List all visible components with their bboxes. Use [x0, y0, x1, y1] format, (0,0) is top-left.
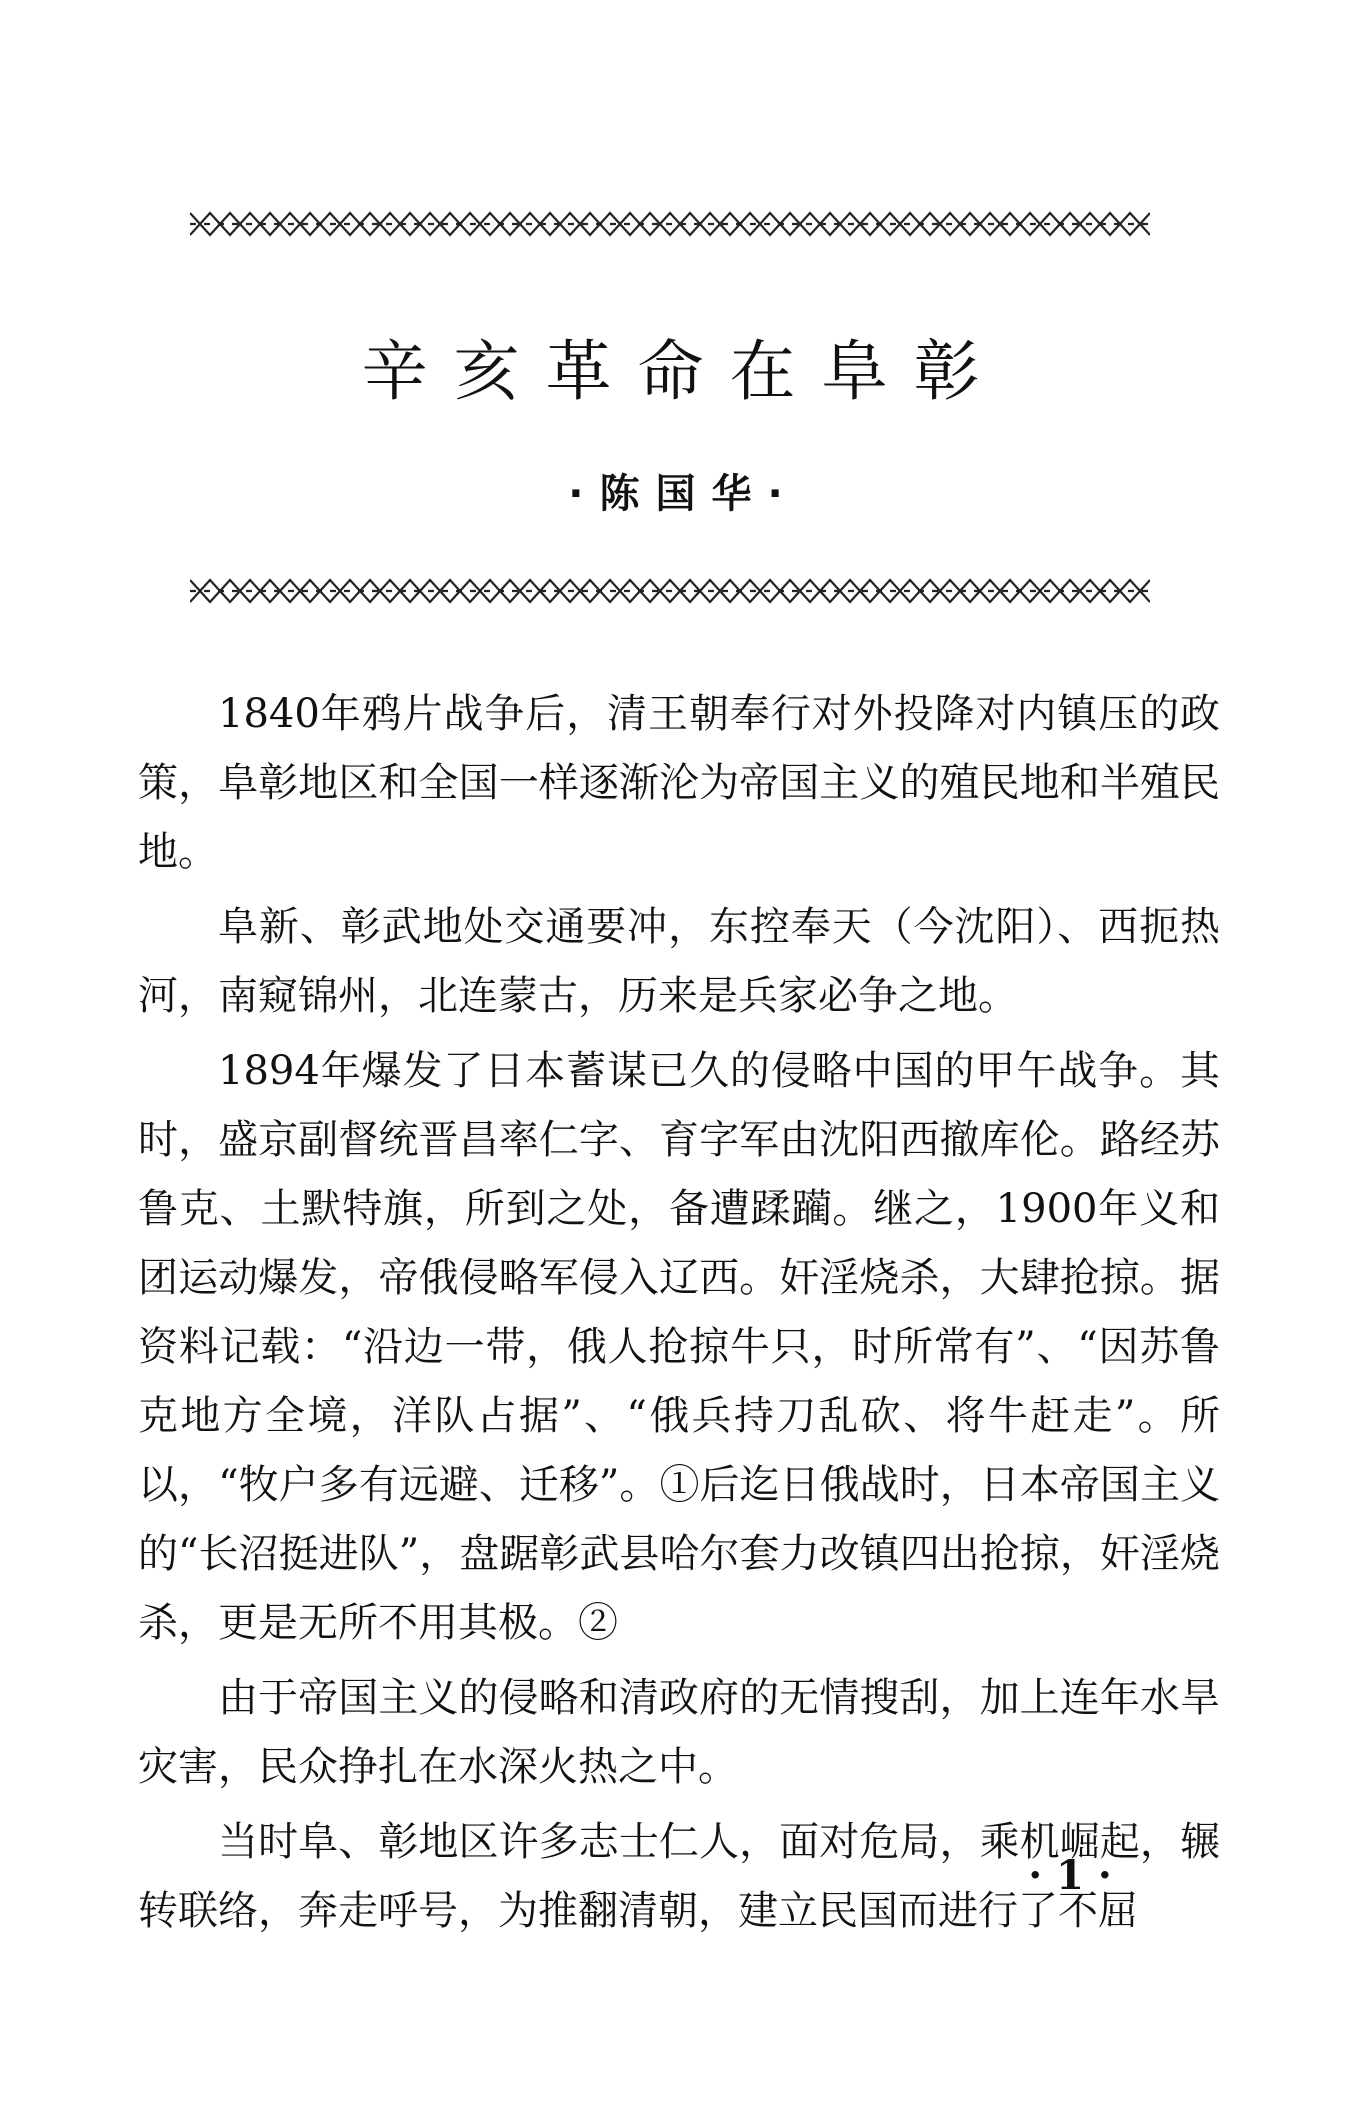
paragraph: 1894年爆发了日本蓄谋已久的侵略中国的甲午战争。其时，盛京副督统晋昌率仁字、育字军由沈阳西撤库伦。路经苏鲁克、土默特旗，所到之处，备遭蹂躏。继之，1900年义和团运动爆发，帝俄侵略军侵入辽西。奸淫烧杀，大肆抢掠。据资料记载：“沿边一带，俄人抢掠牛只，时所常有”、“因苏鲁克地方全境，洋队占据”、“俄兵持刀乱砍、将牛赶走”。所以，“牧户多有远避、迁移”。①后迄日俄战时，日本帝国主义的“长沼挺进队”，盘踞彰武县哈尔套力改镇四出抢掠，奸淫烧杀，更是无所不用其极。②: [138, 1048, 1220, 1646]
article-body: [138, 680, 1220, 1952]
article-author: ·陈国华·: [568, 471, 799, 517]
paragraph: 当时阜、彰地区许多志士仁人，面对危局，乘机崛起，辗转联络，奔走呼号，为推翻清朝，建立民国而进行了不屈: [138, 1819, 1220, 1934]
paragraph: 阜新、彰武地处交通要冲，东控奉天（今沈阳）、西扼热河，南窥锦州，北连蒙古，历来是兵家必争之地。: [138, 904, 1220, 1019]
article-title: 辛亥革命在阜彰: [361, 333, 1006, 410]
bottom-ornament-border: [190, 572, 1150, 610]
paragraph: 1840年鸦片战争后，清王朝奉行对外投降对内镇压的政策，阜彰地区和全国一样逐渐沦为帝国主义的殖民地和半殖民地。: [138, 691, 1220, 875]
paragraph: 由于帝国主义的侵略和清政府的无情搜刮，加上连年水旱灾害，民众挣扎在水深火热之中。: [138, 1675, 1220, 1790]
top-ornament-border: [190, 205, 1150, 243]
page-number: · 1 ·: [1028, 1852, 1112, 1899]
